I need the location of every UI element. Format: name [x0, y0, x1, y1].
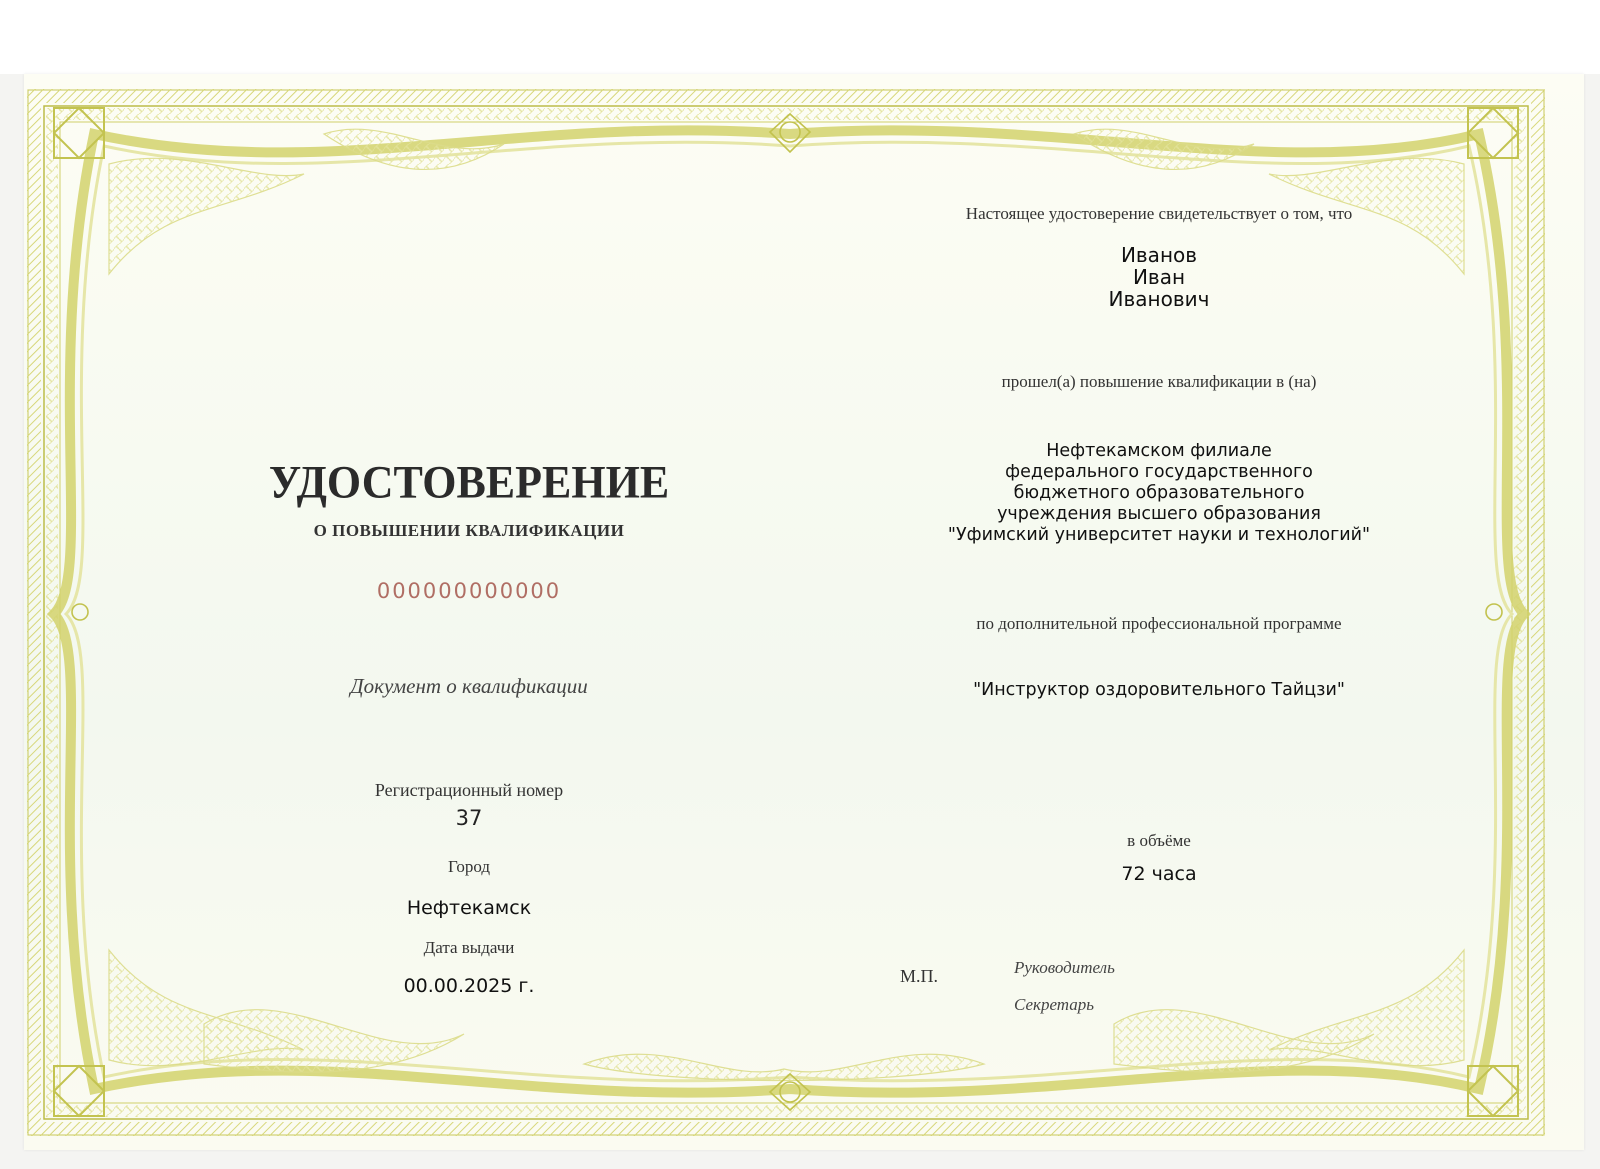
organization-line: учреждения высшего образования — [997, 504, 1321, 524]
volume-label: в объёме — [1127, 831, 1191, 850]
page-margin-top — [0, 0, 1600, 74]
issue-date-value: 00.00.2025 г. — [403, 975, 535, 997]
organization-name — [904, 441, 1414, 546]
organization-line: федерального государственного — [1005, 462, 1313, 482]
holder-surname: Иванов — [1120, 243, 1198, 267]
intro-text: Настоящее удостоверение свидетельствует о том, что — [965, 204, 1353, 223]
organization-line: "Уфимский университет науки и технологий" — [947, 525, 1371, 545]
signature-secretary-label: Секретарь — [1014, 995, 1094, 1014]
holder-patronymic: Иванович — [1108, 287, 1210, 311]
registration-number: 37 — [455, 806, 483, 830]
program-label: по дополнительной профессиональной программе — [976, 614, 1342, 633]
document-kind: Документ о квалификации — [350, 674, 588, 698]
issue-date-label: Дата выдачи — [423, 938, 515, 957]
program-name: "Инструктор оздоровительного Тайцзи" — [973, 680, 1345, 700]
document-subtitle: О ПОВЫШЕНИИ КВАЛИФИКАЦИИ — [313, 521, 625, 540]
city-value: Нефтекамск — [406, 897, 532, 919]
holder-name — [924, 244, 1394, 310]
holder-first-name: Иван — [1132, 265, 1186, 289]
passed-text: прошел(а) повышение квалификации в (на) — [1001, 372, 1317, 391]
organization-line: Нефтекамском филиале — [1046, 441, 1272, 461]
stamp-place-label: М.П. — [899, 966, 938, 986]
certificate-sheet — [24, 74, 1584, 1150]
serial-number: 000000000000 — [376, 579, 562, 603]
city-label: Город — [448, 857, 490, 876]
signature-head-label: Руководитель — [1014, 958, 1115, 977]
volume-value: 72 часа — [1121, 863, 1197, 885]
organization-line: бюджетного образовательного — [1013, 483, 1305, 503]
document-title: УДОСТОВЕРЕНИЕ — [268, 456, 670, 509]
registration-label: Регистрационный номер — [374, 780, 564, 800]
